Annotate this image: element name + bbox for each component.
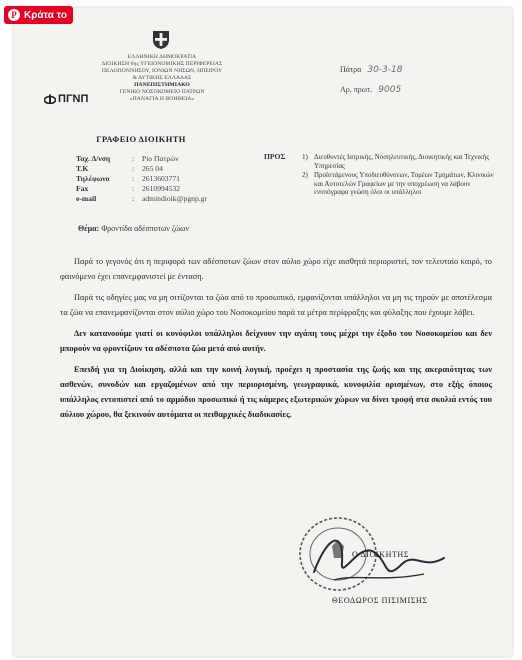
date-protocol-block [340,60,403,100]
recipient-number: 1) [302,153,308,161]
recipient-text: Προϊστάμενους Υποδιευθύνσεων, Τομέων Τμημάτων, Κλινικών και Αυτοτελών Γραφείων με την υποχρέωση να λάβουν ενυπόγραφα γνώση όλοι οι υπάλληλοι [314,171,494,197]
contact-value: Ρίο Πατρών [142,154,179,163]
signatory-title: Ο ΔΙΟΙΚΗΤΗΣ [352,550,410,559]
place-label: Πάτρα [340,65,362,74]
body-paragraph: Παρά τις οδηγίες μας να μη σιτίζονται τα ζώα από το προσωπικό, εμφανίζονται υπάλληλοι να μη τις τηρούν με αποτέλεσμα τα ζώα να επανεμφανίζονται στον αύλιο χώρο του Νοσοκομείου παρά τα μέτρα περίφραξης και φύλαξης που έχουμε λάβει. [60,293,492,317]
hospital-name-line: ΓΕΝΙΚΟ ΝΟΣΟΚΟΜΕΙΟ ΠΑΤΡΩΝ [119,89,205,95]
contact-value: 2613603771 [142,174,180,183]
contact-email[interactable]: admindioik@pgnp.gr [142,194,207,203]
recipient-item [302,171,498,197]
contact-label: Τηλέφωνο [76,174,110,183]
greek-coat-of-arms-icon [152,30,170,50]
hospital-name-line: «ΠΑΝΑΓΙΑ Η ΒΟΗΘΕΙΑ» [129,96,195,102]
header-line: ΕΛΛΗΝΙΚΗ ΔΗΜΟΚΡΑΤΙΑ [127,54,197,60]
contact-row: Ταχ. Δ/νση : Ρίο Πατρών [76,154,179,163]
contact-label: Τ.Κ [76,164,89,173]
office-title: ΓΡΑΦΕΙΟ ΔΙΟΙΚΗΤΗ [96,134,186,144]
recipients-block [264,153,498,198]
pinterest-icon: P [8,9,20,21]
recipients-label: ΠΡΟΣ [264,152,286,161]
hospital-logo-icon [44,94,56,104]
body-paragraph: Δεν κατανοούμε γιατί οι κυνόφιλοι υπάλληλοι δείχνουν την αγάπη τους μέχρι την έξοδο του Νοσοκομείου και δεν μπορούν να φροντίζουν τα αδέσποτα ζώα μετά από αυτήν. [60,329,492,353]
hospital-logo-text: ΠΓΝΠ [58,93,89,105]
subject-text: Φροντίδα αδέσποτων ζώων [101,224,190,233]
issuing-authority-header [82,54,242,103]
body-paragraph: Επειδή για τη Διοίκηση, αλλά και την κοινή λογική, προέχει η προστασία της ζωής και της ακεραιότητας των ασθενών, συνοδών και εργαζομένων από την περιορισμένη, γεωγραφικά, κυνοφιλία ορισμένων, στο εξής όποιος υπάλληλος εντοπιστεί από το αρμόδιο προσωπικό ή τις κάμερες εξωτερικών χώρων να δίνει τροφή στα σκυλιά εντός του αύλιου χώρου, θα ξεκινούν αυτόματα οι πειθαρχικές διαδικασίες. [60,365,492,419]
pinterest-save-label: Κράτα το [24,9,67,21]
subject-line [78,224,189,233]
protocol-label: Αρ. πρωτ. [340,85,373,94]
body-paragraph: Παρά το γεγονός ότι η περιφορά των αδέσποτων ζώων στον αύλιο χώρο είχε αισθητά περιοριστεί, τον τελευταίο καιρό, το φαινόμενο έχει επανεμφανιστεί με ένταση. [60,257,492,281]
hospital-logo [44,93,88,105]
contact-details [76,154,207,204]
handwritten-protocol-number: 9005 [378,85,402,95]
contact-row: Τηλέφωνο : 2613603771 [76,174,180,183]
pinterest-save-button[interactable] [4,6,73,24]
contact-label: Fax [76,184,89,193]
hospital-name-line: ΠΑΝΕΠΙΣΤΗΜΙΑΚΟ [134,82,190,88]
date-line [340,60,403,80]
recipient-item [302,153,498,170]
contact-label: Ταχ. Δ/νση [76,154,111,163]
recipient-number: 2) [302,171,308,180]
contact-row: Τ.Κ : 265 04 [76,164,163,173]
protocol-line [340,80,403,100]
header-line: ΠΕΛΟΠΟΝΝΗΣΟΥ, ΙΟΝΙΩΝ ΝΗΣΩΝ, ΗΠΕΙΡΟΥ [101,68,223,74]
subject-label: Θέμα: [78,224,100,233]
contact-label: e-mail [76,194,97,203]
letter-body [60,254,492,428]
header-line: & ΔΥΤΙΚΗΣ ΕΛΛΑΔΑΣ [132,75,192,81]
header-line: ΔΙΟΙΚΗΣΗ 6ης ΥΓΕΙΟΝΟΜΙΚΗΣ ΠΕΡΙΦΕΡΕΙΑΣ [101,61,223,67]
contact-row: e-mail : admindioik@pgnp.gr [76,194,207,203]
handwritten-date: 30-3-18 [367,65,403,75]
signatory-name: ΘΕΟΔΩΡΟΣ ΠΙΣΙΜΙΣΗΣ [332,596,428,605]
contact-value: 265 04 [142,164,163,173]
contact-value: 2610994532 [142,184,180,193]
recipient-text: Διευθυντές Ιατρικής, Νοσηλευτικής, Διοικητικής και Τεχνικής Υπηρεσίας [314,153,490,170]
contact-row: Fax : 2610994532 [76,184,180,193]
document-page [14,8,512,656]
